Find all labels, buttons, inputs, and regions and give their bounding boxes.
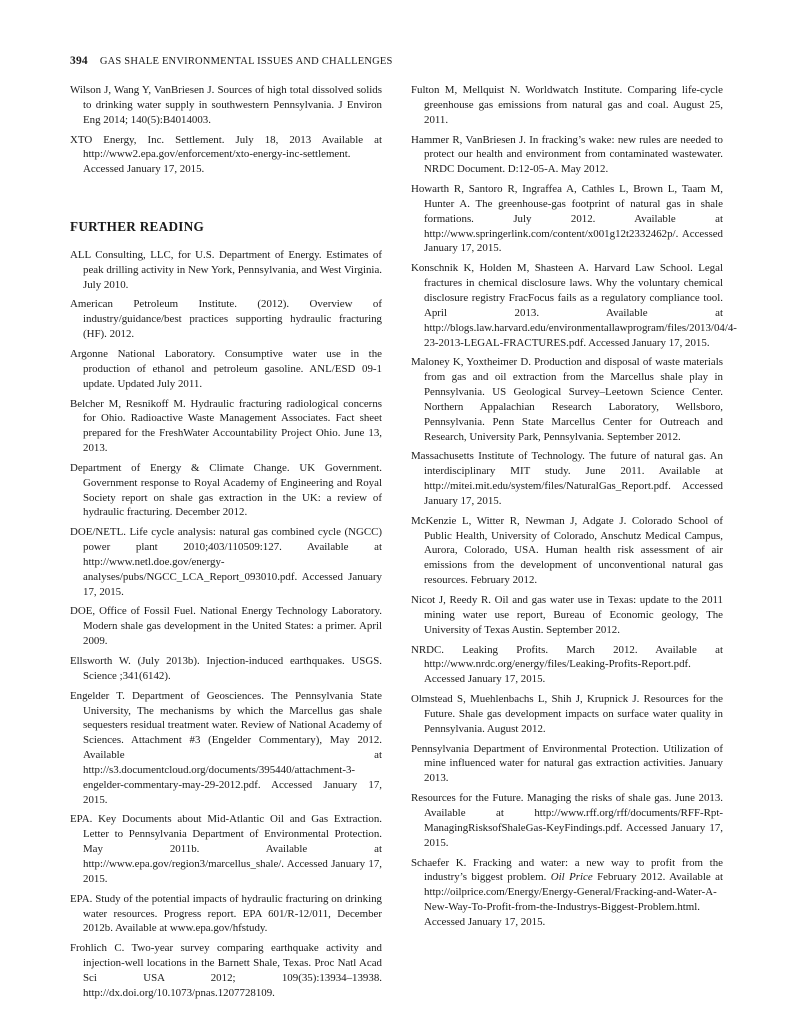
reading-entry: Department of Energy & Climate Change. UK Government. Government response to Royal Academy of Engineering and Royal Society report on shale gas extraction in the UK: a review of hydraulic fracturing. December 2012. — [70, 461, 382, 519]
reading-entry: DOE, Office of Fossil Fuel. National Energy Technology Laboratory. Modern shale gas development in the United States: a primer. April 2009. — [70, 605, 382, 648]
reading-entry: McKenzie L, Witter R, Newman J, Adgate J. Colorado School of Public Health, University of Colorado, Anschutz Medical Campus, Aurora, Colorado, USA. Human health risk assessment of air emissions from the development of unconventional natural gas resources. February 2012. — [411, 514, 723, 587]
reading-entry: NRDC. Leaking Profits. March 2012. Available at http://www.nrdc.org/energy/files/Leaking-Profits-Report.pdf. Accessed January 17, 2015. — [411, 643, 723, 686]
reading-entry: ALL Consulting, LLC, for U.S. Department of Energy. Estimates of peak drilling activity in New York, Pennsylvania, and West Virginia. July 2010. — [70, 248, 382, 291]
further-reading-heading: FURTHER READING — [70, 219, 205, 235]
right-column — [411, 83, 737, 935]
reading-entry: Engelder T. Department of Geosciences. The Pennsylvania State University, The mechanisms by which the Marcellus gas shale sequesters residual treatment water. Review of National Academy of Sciences. Attachment #3 (Engelder Commentary), May 2012. Available at http://s3.documentcloud.org/documents/395440/attachment-3-engelder-commentary-may-29-2012.pdf. Accessed January 17, 2015. — [70, 689, 382, 806]
reading-entry: Resources for the Future. Managing the risks of shale gas. June 2013. Available at http://www.rff.org/rff/documents/RFF-Rpt-ManagingRisksofShaleGas-KeyFindings.pdf. Accessed January 17, 2015. — [411, 792, 723, 849]
reading-entry: Hammer R, VanBriesen J. In fracking’s wake: new rules are needed to protect our health and environment from contaminated wastewater. NRDC Document. D:12-05-A. May 2012. — [411, 133, 723, 176]
reading-entry: Olmstead S, Muehlenbachs L, Shih J, Krupnick J. Resources for the Future. Shale gas development impacts on surface water quality in Pennsylvania. August 2012. — [411, 693, 723, 735]
reading-entry: Konschnik K, Holden M, Shasteen A. Harvard Law School. Legal fractures in chemical disclosure laws. Why the voluntary chemical disclosure registry FracFocus fails as a regulatory compliance tool. April 2013. Available at http://blogs.law.harvard.edu/environmentallawprogram/files/2013/04/4-23-2013-LEGAL-FRACTURES.pdf. Accessed January 17, 2015. — [411, 262, 737, 349]
reading-entry: EPA. Study of the potential impacts of hydraulic fracturing on drinking water resources. Progress report. EPA 601/R-12/011, December 2012b. Available at www.epa.gov/hfstudy. — [70, 892, 382, 935]
reading-entry: Howarth R, Santoro R, Ingraffea A, Cathles L, Brown L, Taam M, Hunter A. The greenhouse-gas footprint of natural gas in shale formations. July 2012. Available at http://www.springerlink.com/content/x001g12t2332462p/. Accessed January 17, 2015. — [411, 183, 723, 255]
reading-entry: DOE/NETL. Life cycle analysis: natural gas combined cycle (NGCC) power plant 2010;403/110509:127. Available at http://www.netl.doe.gov/energy-analyses/pubs/NGCC_LCA_Report_093010.pdf. Accessed January 17, 2015. — [70, 526, 382, 598]
reading-entry: Maloney K, Yoxtheimer D. Production and disposal of waste materials from gas and oil extraction from the Marcellus shale play in Pennsylvania. US Geological Survey–Leetown Science Center. Northern Appalachian Research Laboratory, Wellsboro, Pennsylvania. Penn State Marcellus Center for Outreach and Research, University Park, Pennsylvania. September 2012. — [411, 356, 723, 443]
entry-text: February 2012. Available at http://oilprice.com/Energy/Energy-General/Fracking-and-Water-A-New-Way-To-Profit-from-the-Industrys-Biggest-Problem.html. Accessed January 17, 2015. — [424, 871, 723, 928]
entry-text: Schaefer K. Fracking and water: a new way to profit from the industry’s biggest problem. — [411, 856, 723, 884]
running-title: GAS SHALE ENVIRONMENTAL ISSUES AND CHALLENGES — [99, 56, 393, 67]
reading-entry: EPA. Key Documents about Mid-Atlantic Oil and Gas Extraction. Letter to Pennsylvania Department of Environmental Protection. May 2011b. Available at http://www.epa.gov/region3/marcellus_shale/. Accessed January 17, 2015. — [70, 813, 382, 885]
reading-entry: Pennsylvania Department of Environmental Protection. Utilization of mine influenced water for natural gas extraction activities. January 2013. — [411, 742, 723, 785]
reading-entry: Ellsworth W. (July 2013b). Injection-induced earthquakes. USGS. Science ;341(6142). — [70, 655, 382, 682]
reading-entry: Frohlich C. Two-year survey comparing earthquake activity and injection-well locations in the Barnett Shale, Texas. Proc Natl Acad Sci USA 2012; 109(35):13934–13938. http://dx.doi.org/10.1073/pnas.1207728109. — [70, 942, 382, 999]
running-header — [70, 55, 393, 67]
reference-entry: Wilson J, Wang Y, VanBriesen J. Sources of high total dissolved solids to drinking water supply in southwestern Pennsylvania. J Environ Eng 2014; 140(5):B4014003. — [70, 84, 382, 126]
reading-entry: Argonne National Laboratory. Consumptive water use in the production of ethanol and petroleum gasoline. ANL/ESD 09-1 update. Updated July 2011. — [70, 347, 382, 390]
reading-entry: Fulton M, Mellquist N. Worldwatch Institute. Comparing life-cycle greenhouse gas emissions from natural gas and coal. August 25, 2011. — [411, 84, 723, 126]
reading-entry: Belcher M, Resnikoff M. Hydraulic fracturing radiological concerns for Ohio. Radioactive Waste Management Associates. Fact sheet prepared for the FreshWater Accountability Project Ohio. June 13, 2013. — [70, 397, 382, 455]
journal-title: Oil Price — [550, 871, 593, 884]
reading-entry: Nicot J, Reedy R. Oil and gas water use in Texas: update to the 2011 mining water use report, Bureau of Economic geology, The University of Texas Austin. September 2012. — [411, 594, 723, 636]
reading-entry-schaefer — [411, 856, 723, 930]
left-column — [70, 83, 382, 1006]
reference-entry: XTO Energy, Inc. Settlement. July 18, 2013 Available at http://www2.epa.gov/enforcement/xto-energy-inc-settlement. Accessed January 17, 2015. — [70, 133, 382, 176]
reading-entry: American Petroleum Institute. (2012). Overview of industry/guidance/best practices supporting hydraulic fracturing (HF). 2012. — [70, 298, 382, 341]
reading-entry: Massachusetts Institute of Technology. The future of natural gas. An interdisciplinary MIT study. June 2011. Available at http://mitei.mit.edu/system/files/NaturalGas_Report.pdf. Accessed January 17, 2015. — [411, 450, 723, 507]
page-number: 394 — [70, 55, 88, 67]
